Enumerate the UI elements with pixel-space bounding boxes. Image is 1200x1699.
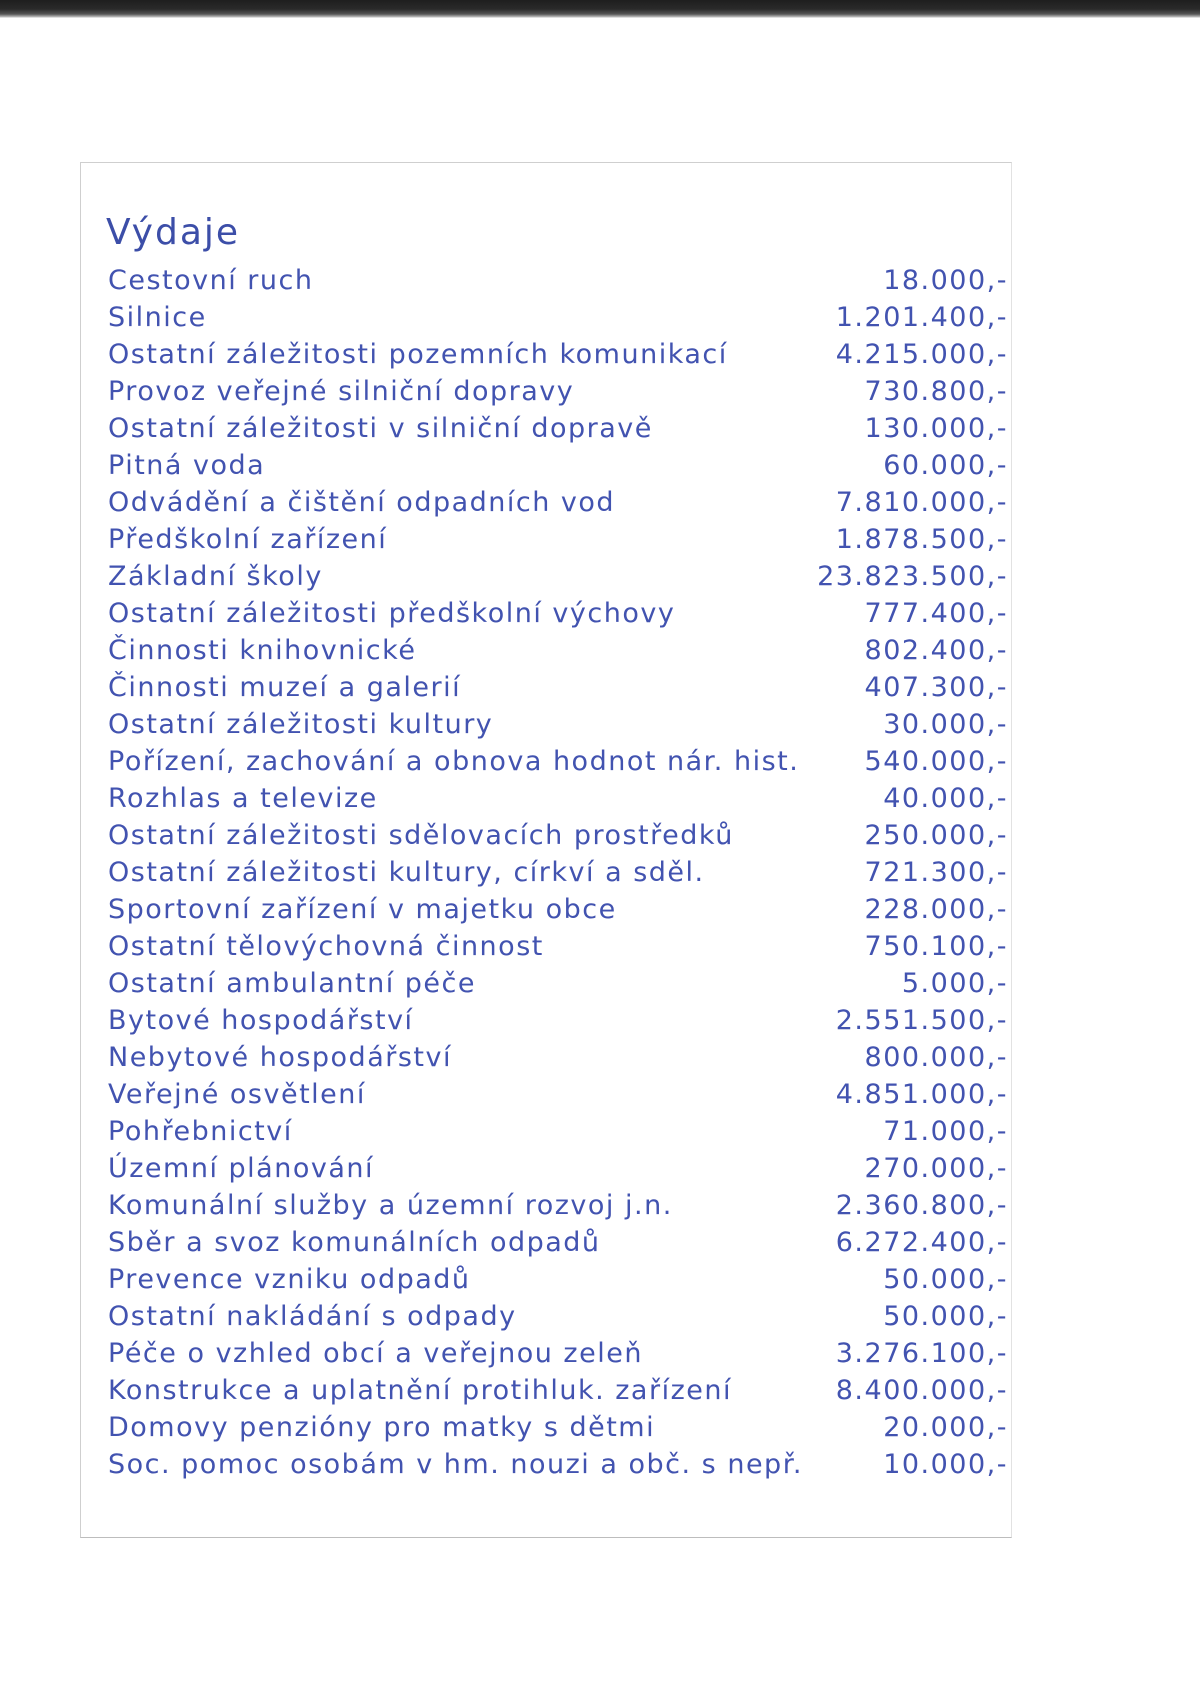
page-title: Výdaje (106, 212, 241, 253)
expense-amount: 4.851.000,- (835, 1079, 1008, 1110)
expense-amount: 4.215.000,- (835, 339, 1008, 370)
expense-row (98, 1446, 1010, 1483)
expense-amount: 228.000,- (864, 894, 1008, 925)
expense-row (98, 336, 1010, 373)
expense-amount: 777.400,- (864, 598, 1008, 629)
expense-label: Ostatní záležitosti pozemních komunikací (108, 339, 728, 370)
expense-label: Pořízení, zachování a obnova hodnot nár. hist. (108, 746, 800, 777)
expense-label: Cestovní ruch (108, 265, 314, 296)
expense-amount: 50.000,- (883, 1264, 1008, 1295)
expense-label: Činnosti knihovnické (108, 635, 417, 666)
expense-amount: 540.000,- (864, 746, 1008, 777)
expense-row (98, 1187, 1010, 1224)
expense-row (98, 928, 1010, 965)
expense-label: Silnice (108, 302, 207, 333)
expense-list (98, 262, 1010, 1483)
expense-amount: 1.878.500,- (835, 524, 1008, 555)
expense-label: Soc. pomoc osobám v hm. nouzi a obč. s nepř. (108, 1449, 803, 1480)
expense-row (98, 521, 1010, 558)
expense-row (98, 1409, 1010, 1446)
expense-amount: 1.201.400,- (835, 302, 1008, 333)
expense-label: Ostatní ambulantní péče (108, 968, 476, 999)
expense-amount: 270.000,- (864, 1153, 1008, 1184)
expense-amount: 407.300,- (864, 672, 1008, 703)
expense-label: Sběr a svoz komunálních odpadů (108, 1227, 601, 1258)
expense-row (98, 780, 1010, 817)
expense-row (98, 484, 1010, 521)
expense-row (98, 965, 1010, 1002)
expense-amount: 7.810.000,- (835, 487, 1008, 518)
expense-label: Předškolní zařízení (108, 524, 388, 555)
expense-amount: 730.800,- (864, 376, 1008, 407)
expense-label: Domovy penzióny pro matky s dětmi (108, 1412, 656, 1443)
expense-amount: 6.272.400,- (835, 1227, 1008, 1258)
expense-amount: 20.000,- (883, 1412, 1008, 1443)
expense-row (98, 743, 1010, 780)
expense-row (98, 558, 1010, 595)
expense-row (98, 447, 1010, 484)
expense-row (98, 1372, 1010, 1409)
expense-amount: 18.000,- (883, 265, 1008, 296)
expense-amount: 50.000,- (883, 1301, 1008, 1332)
expense-amount: 3.276.100,- (835, 1338, 1008, 1369)
expense-row (98, 410, 1010, 447)
expense-label: Ostatní nakládání s odpady (108, 1301, 517, 1332)
expense-amount: 2.360.800,- (835, 1190, 1008, 1221)
expense-label: Základní školy (108, 561, 323, 592)
expense-label: Ostatní záležitosti sdělovacích prostředků (108, 820, 734, 851)
expense-label: Nebytové hospodářství (108, 1042, 452, 1073)
expense-label: Rozhlas a televize (108, 783, 378, 814)
expense-label: Územní plánování (108, 1153, 374, 1184)
expense-row (98, 1224, 1010, 1261)
expense-label: Provoz veřejné silniční dopravy (108, 376, 575, 407)
expense-label: Sportovní zařízení v majetku obce (108, 894, 617, 925)
expense-label: Ostatní záležitosti kultury (108, 709, 494, 740)
expense-amount: 30.000,- (883, 709, 1008, 740)
expense-amount: 800.000,- (864, 1042, 1008, 1073)
expense-label: Ostatní záležitosti kultury, církví a sděl. (108, 857, 705, 888)
expense-label: Konstrukce a uplatnění protihluk. zařízení (108, 1375, 732, 1406)
expense-amount: 8.400.000,- (835, 1375, 1008, 1406)
expense-row (98, 1113, 1010, 1150)
expense-label: Činnosti muzeí a galerií (108, 672, 462, 703)
expense-amount: 40.000,- (883, 783, 1008, 814)
expense-label: Veřejné osvětlení (108, 1079, 366, 1110)
expense-amount: 10.000,- (883, 1449, 1008, 1480)
expense-label: Odvádění a čištění odpadních vod (108, 487, 616, 518)
expense-row (98, 669, 1010, 706)
expense-row (98, 1298, 1010, 1335)
expense-row (98, 1002, 1010, 1039)
expense-row (98, 1076, 1010, 1113)
expense-amount: 23.823.500,- (817, 561, 1008, 592)
expense-label: Komunální služby a územní rozvoj j.n. (108, 1190, 673, 1221)
expense-amount: 5.000,- (901, 968, 1008, 999)
expense-row (98, 595, 1010, 632)
expense-row (98, 817, 1010, 854)
expense-label: Ostatní záležitosti v silniční dopravě (108, 413, 653, 444)
expense-amount: 721.300,- (864, 857, 1008, 888)
expense-row (98, 1150, 1010, 1187)
expense-label: Péče o vzhled obcí a veřejnou zeleň (108, 1338, 643, 1369)
expense-row (98, 1335, 1010, 1372)
expense-row (98, 262, 1010, 299)
expense-amount: 250.000,- (864, 820, 1008, 851)
expense-row (98, 299, 1010, 336)
expense-row (98, 854, 1010, 891)
expense-row (98, 706, 1010, 743)
expense-amount: 750.100,- (864, 931, 1008, 962)
scan-edge-bar (0, 0, 1200, 18)
expense-row (98, 373, 1010, 410)
expense-row (98, 891, 1010, 928)
expense-amount: 130.000,- (864, 413, 1008, 444)
expense-label: Ostatní záležitosti předškolní výchovy (108, 598, 676, 629)
expense-amount: 802.400,- (864, 635, 1008, 666)
expense-label: Prevence vzniku odpadů (108, 1264, 471, 1295)
expense-row (98, 632, 1010, 669)
expense-label: Bytové hospodářství (108, 1005, 414, 1036)
expense-amount: 2.551.500,- (835, 1005, 1008, 1036)
expense-amount: 71.000,- (883, 1116, 1008, 1147)
expense-label: Pitná voda (108, 450, 266, 481)
expense-amount: 60.000,- (883, 450, 1008, 481)
expense-row (98, 1039, 1010, 1076)
expense-label: Pohřebnictví (108, 1116, 293, 1147)
expense-row (98, 1261, 1010, 1298)
expense-label: Ostatní tělovýchovná činnost (108, 931, 544, 962)
